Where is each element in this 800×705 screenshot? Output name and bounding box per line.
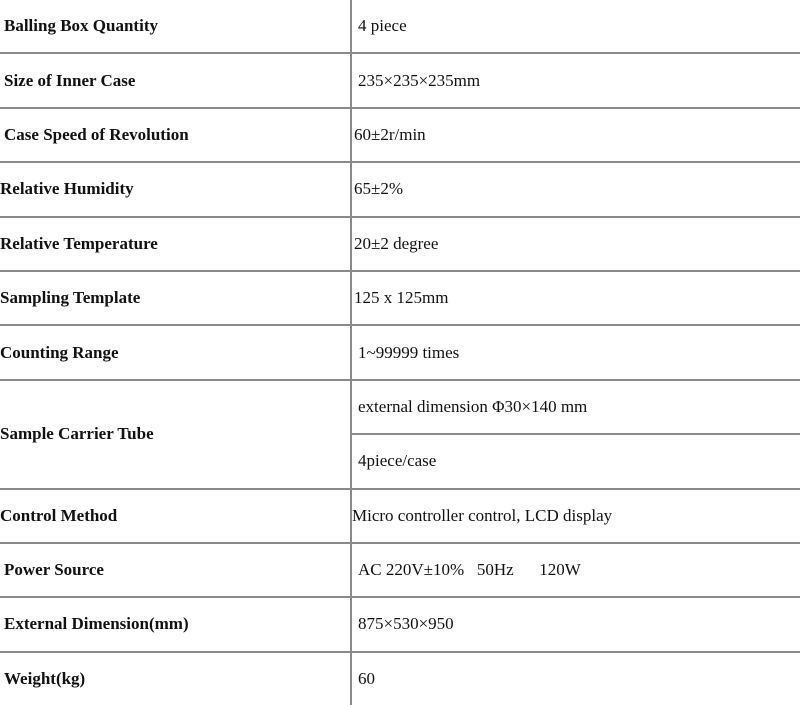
row-value: 4piece/case bbox=[351, 434, 800, 488]
table-row bbox=[0, 162, 800, 216]
row-label: Sampling Template bbox=[0, 271, 351, 325]
table-row bbox=[0, 53, 800, 107]
table-row bbox=[0, 543, 800, 597]
row-label: Relative Temperature bbox=[0, 217, 351, 271]
table-row bbox=[0, 597, 800, 651]
row-label: External Dimension(mm) bbox=[0, 597, 351, 651]
row-label: Relative Humidity bbox=[0, 162, 351, 216]
row-value: 60 bbox=[358, 668, 375, 688]
table-row bbox=[0, 489, 800, 543]
row-label: Balling Box Quantity bbox=[0, 0, 351, 53]
row-label: Control Method bbox=[0, 489, 351, 543]
table-row bbox=[0, 0, 800, 53]
table-row bbox=[0, 271, 800, 325]
table-row bbox=[0, 325, 800, 379]
row-value: 235×235×235mm bbox=[351, 53, 800, 107]
table-row bbox=[0, 652, 800, 705]
row-label: Weight(kg) bbox=[0, 652, 351, 705]
row-label: Size of Inner Case bbox=[0, 53, 351, 107]
table-row bbox=[0, 108, 800, 162]
row-value: 65±2% bbox=[351, 162, 800, 216]
table-row bbox=[0, 217, 800, 271]
row-value: 875×530×950 bbox=[351, 597, 800, 651]
row-value: 20±2 degree bbox=[351, 217, 800, 271]
row-value: external dimension Φ30×140 mm bbox=[351, 380, 800, 434]
row-value: AC 220V±10% 50Hz 120W bbox=[351, 543, 800, 597]
row-value: Micro controller control, LCD display bbox=[351, 489, 800, 543]
row-label: Sample Carrier Tube bbox=[0, 380, 351, 489]
row-value: 60±2r/min bbox=[351, 108, 800, 162]
row-label: Case Speed of Revolution bbox=[0, 108, 351, 162]
table-row bbox=[0, 380, 800, 434]
row-value: 125 x 125mm bbox=[351, 271, 800, 325]
row-label: Counting Range bbox=[0, 325, 351, 379]
row-value: 4 piece bbox=[351, 0, 800, 53]
row-label: Power Source bbox=[0, 543, 351, 597]
row-value: 1~99999 times bbox=[351, 325, 800, 379]
